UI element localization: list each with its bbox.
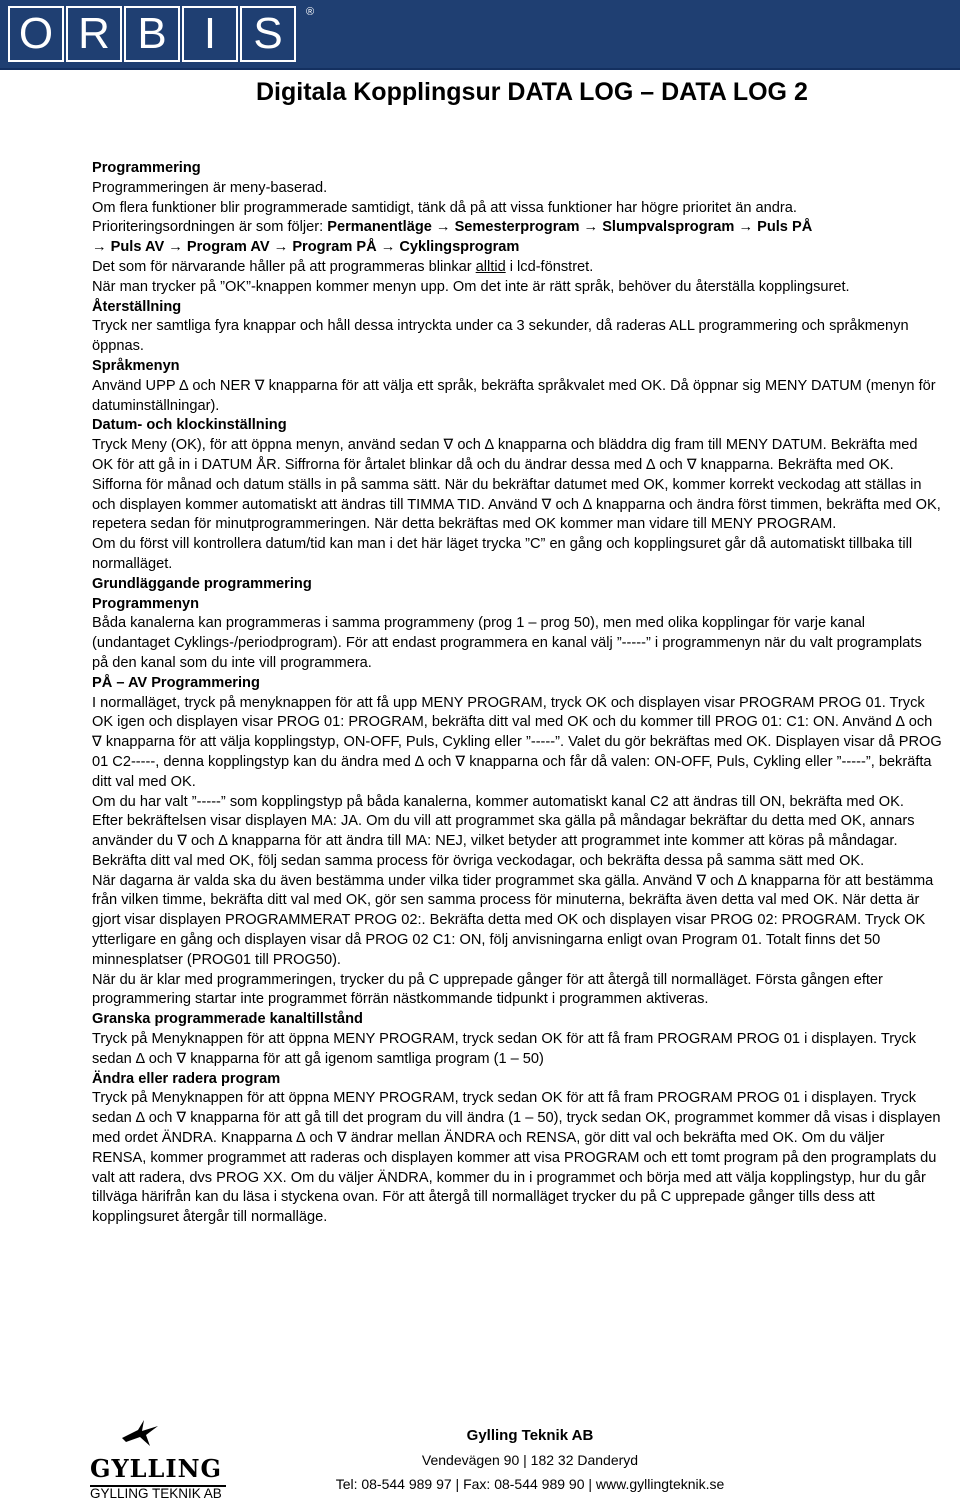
- paragraph: Tryck ner samtliga fyra knappar och håll dessa intryckta under ca 3 sekunder, då raderas ALL programmering och språkmenyn öppnas.: [92, 318, 909, 355]
- gylling-subtitle: GYLLING TEKNIK AB: [90, 1486, 222, 1501]
- company-contact: Tel: 08-544 989 97 | Fax: 08-544 989 90 | www.gyllingteknik.se: [335, 1476, 725, 1492]
- heading-granska: Granska programmerade kanaltillstånd: [92, 1011, 363, 1028]
- heading-grundlaggande: Grundläggande programmering: [92, 575, 312, 592]
- heading-andra: Ändra eller radera program: [92, 1070, 281, 1087]
- paragraph: Använd UPP ∆ och NER ∇ knapparna för att välja ett språk, bekräfta språkvalet med OK. Då öppnar sig MENY DATUM (menyn för datuminställningar).: [92, 377, 936, 414]
- paragraph: När dagarna är valda ska du även bestämma under vilka tider programmet ska gälla. Använd ∇ och ∆ knapparna för att bestämma från vilken timme, bekräfta ditt val med OK, gör sen samma process för minuterna, bekräfta även detta val med OK. När detta är gjort visar displayen PROGRAMMERAT PROG 02:. Bekräfta detta med OK och displayen visar PROG 02: PROGRAM. Tryck OK ytterligare en gång och displayen visar då PROG 02 C1: ON, följ anvisningarna enligt ovan Program 01. Totalt finns det 50 minnesplatser (PROG01 till PROG50).: [92, 872, 934, 968]
- priority-item: Puls PÅ: [757, 219, 813, 236]
- arrow-icon: →: [92, 239, 111, 256]
- paragraph: I normalläget, tryck på menyknappen för att få upp MENY PROGRAM, tryck OK och displayen visar PROGRAM PROG 01. Tryck OK igen och displayen visar PROG 01: PROGRAM, bekräfta ditt val med OK och du kommer till PROG 01: C1: ON. Använd ∆ och ∇ knapparna för att välja kopplingstyp, ON-OFF, Puls, Cykling eller ”-----”. Valet du gör bekräftas med OK. Displayen visar då PROG 01 C2-----, denna kopplingstyp kan du ändra med ∆ och ∇ knapparna och får då valen: ON-OFF, Puls, Cykling eller ”-----”, bekräfta ditt val med OK.: [92, 694, 942, 790]
- arrow-icon: →: [164, 239, 187, 256]
- paragraph: [92, 258, 942, 278]
- paragraph: Om du har valt ”-----” som kopplingstyp på båda kanalerna, kommer automatiskt kanal C2 att ändras till ON, bekräfta med OK.: [92, 793, 904, 810]
- heading-programmenyn: Programmenyn: [92, 595, 200, 612]
- priority-intro: Prioriteringsordningen är som följer:: [92, 219, 328, 236]
- paragraph: Tryck på Menyknappen för att öppna MENY PROGRAM, tryck sedan OK för att få fram PROGRAM PROG 01 i displayen. Tryck sedan ∆ och ∇ knapparna för att gå igenom samtliga program (1 – 50): [92, 1031, 917, 1067]
- orbis-logo-bar: [0, 0, 960, 70]
- swallow-icon: [120, 1418, 160, 1448]
- footer-contact: [300, 1424, 760, 1496]
- heading-programmering: Programmering: [92, 160, 201, 176]
- logo-letter: O: [8, 6, 64, 62]
- heading-sprakmenyn: Språkmenyn: [92, 357, 180, 374]
- logo-letter: B: [124, 6, 180, 62]
- registered-mark: ®: [306, 6, 315, 18]
- priority-item: Slumpvalsprogram: [602, 219, 735, 236]
- document-title: Digitala Kopplingsur DATA LOG – DATA LOG 2: [256, 78, 808, 106]
- priority-item: Semesterprogram: [454, 219, 580, 236]
- arrow-icon: →: [269, 239, 293, 256]
- logo-letter: R: [66, 6, 122, 62]
- heading-pa-av: PÅ – AV Programmering: [92, 674, 260, 691]
- priority-item: Program AV: [186, 239, 270, 256]
- arrow-icon: →: [431, 219, 455, 236]
- paragraph: Om du först vill kontrollera datum/tid kan man i det här läget trycka ”C” en gång och kopplingsuret går då automatiskt tillbaka till normalläget.: [92, 536, 913, 572]
- heading-datum: Datum- och klockinställning: [92, 417, 287, 434]
- underlined-word: alltid: [475, 258, 506, 275]
- logo-letter: S: [240, 6, 296, 62]
- paragraph: Båda kanalerna kan programmeras i samma programmeny (prog 1 – prog 50), men med olika kopplingar för varje kanal (undantaget Cyklings-/periodprogram). För att endast programmera en kanal välj ”-----” i programmenyn när du valt programplats på den kanal som du inte vill programmera.: [92, 615, 922, 671]
- text-run: Det som för närvarande håller på att programmeras blinkar: [92, 258, 476, 275]
- gylling-wordmark: GYLLING: [90, 1454, 223, 1483]
- priority-order: [92, 218, 942, 258]
- priority-item: Program PÅ: [292, 239, 377, 256]
- text-run: i lcd-fönstret.: [505, 258, 594, 275]
- gylling-logo: [90, 1418, 228, 1502]
- paragraph: När man trycker på ”OK”-knappen kommer menyn upp. Om det inte är rätt språk, behöver du återställa kopplingsuret.: [92, 278, 850, 295]
- paragraph: När du är klar med programmeringen, trycker du på C upprepade gånger för att återgå till normalläget. Första gången efter programmering startar inte programmet förrän nästkommande tidpunkt i programmen aktiveras.: [92, 971, 883, 1008]
- arrow-icon: →: [579, 219, 603, 236]
- paragraph: Programmeringen är meny-baserad.: [92, 179, 328, 196]
- paragraph: Tryck på Menyknappen för att öppna MENY PROGRAM, tryck sedan OK för att få fram PROGRAM PROG 01 i displayen. Tryck sedan ∆ och ∇ knapparna för att gå till det program du vill ändra (1 – 50), tryck sedan OK, programmet kommer då visas i displayen med ordet ÄNDRA. Knapparna ∆ och ∇ ändrar mellan ÄNDRA och RENSA, gör ditt val och bekräfta med OK. Om du väljer RENSA, kommer programmet att raderas och displayen kommer att visa PROGRAM och ett tomt program på den programplats du valt att radera, dvs PROG XX. Om du väljer ÄNDRA, kommer du in i programmet och börja med att välja kopplingstyp, hur du går tillväga härifrån kan du läsa i styckena ovan. För att återgå till normalläget trycker du på C upprepade gånger tills dess att kopplingsuret återgår till normalläge.: [92, 1090, 941, 1226]
- heading-aterstallning: Återställning: [92, 298, 182, 315]
- document-body: [92, 159, 942, 1228]
- arrow-icon: →: [376, 239, 400, 256]
- arrow-icon: →: [734, 219, 758, 236]
- priority-item: Cyklingsprogram: [399, 239, 520, 256]
- paragraph: Efter bekräftelsen visar displayen MA: JA. Om du vill att programmet ska gälla på måndagar bekräftar du detta med OK, annars använder du ∇ och ∆ knapparna för att ändra till MA: NEJ, vilket betyder att programmet inte kommer att köras på måndagar. Bekräfta ditt val med OK, följ sedan samma process för övriga veckodagar, och bekräfta dessa på samma sätt med OK.: [92, 813, 915, 869]
- logo-letter: I: [182, 6, 238, 62]
- priority-item: Permanentläge: [327, 219, 432, 236]
- priority-item: Puls AV: [110, 239, 165, 256]
- paragraph: Tryck Meny (OK), för att öppna menyn, använd sedan ∇ och ∆ knapparna och bläddra dig fram till MENY DATUM. Bekräfta med OK för att gå in i DATUM ÅR. Siffrorna för årtalet blinkar då och du ändrar dessa med ∆ och ∇ knapparna. Bekräfta med OK. Sifforna för månad och datum ställs in på samma sätt. När du bekräftar datumet med OK, kommer korrekt veckodag att ställas in och displayen kommer automatiskt att ändras till TIMMA TID. Använd ∇ och ∆ knapparna och ändra först timmen, bekräfta med OK, repetera sedan för minutprogrammeringen. När detta bekräftas med OK kommer man vidare till MENY PROGRAM.: [92, 437, 941, 533]
- company-name: Gylling Teknik AB: [466, 1427, 594, 1444]
- company-address: Vendevägen 90 | 182 32 Danderyd: [421, 1452, 639, 1468]
- paragraph: Om flera funktioner blir programmerade samtidigt, tänk då på att vissa funktioner har högre prioritet än andra.: [92, 199, 797, 216]
